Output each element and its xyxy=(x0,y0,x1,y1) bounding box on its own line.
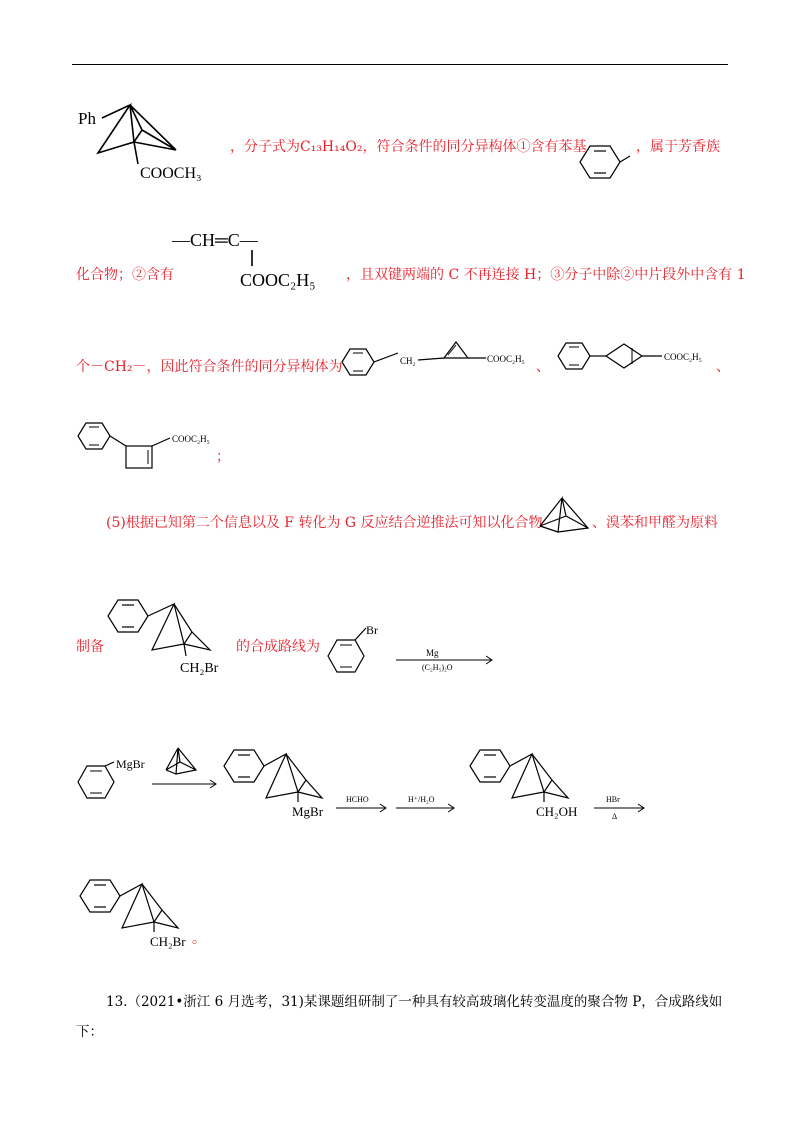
final-product-structure xyxy=(74,872,214,962)
svg-text:CH₂Br: CH₂Br xyxy=(150,934,186,949)
svg-text:COOCH₃: COOCH₃ xyxy=(140,165,202,182)
reaction-arrow-mg xyxy=(392,646,502,676)
answer-part5: (5)根据已知第二个信息以及 F 转化为 G 反应结合逆推法可知以化合物 xyxy=(106,515,543,531)
svg-text:COOC₂H₅: COOC₂H₅ xyxy=(240,270,316,290)
svg-text:COOC₂H₅: COOC₂H₅ xyxy=(664,352,702,362)
svg-text:CH₂Br: CH₂Br xyxy=(180,661,219,676)
answer-prep: 制备 xyxy=(76,639,104,655)
isomer-separator-1: 、 xyxy=(536,359,550,375)
reaction-arrow-hydrolysis xyxy=(392,792,462,816)
svg-text:Δ: Δ xyxy=(612,812,618,821)
svg-text:CH₂: CH₂ xyxy=(400,356,416,366)
isomer-separator-2: 、 xyxy=(716,359,730,375)
bicyclo-ester-structure xyxy=(72,98,232,188)
svg-text:—CH═C—: —CH═C— xyxy=(172,230,258,250)
svg-text:Ph: Ph xyxy=(78,109,96,128)
svg-text:HCHO: HCHO xyxy=(346,795,369,804)
svg-text:Br: Br xyxy=(366,623,378,637)
answer-line1-end: ，属于芳香族 xyxy=(636,139,720,155)
answer-line2-start: 化合物；②含有 xyxy=(76,267,174,283)
isomer-3-structure xyxy=(74,420,234,480)
svg-text:MgBr: MgBr xyxy=(292,804,324,819)
alcohol-intermediate-structure xyxy=(464,742,604,832)
svg-text:H⁺/H₂O: H⁺/H₂O xyxy=(408,795,435,804)
target-ch2br-structure xyxy=(100,592,240,682)
svg-text:(C₂H₅)₂O: (C₂H₅)₂O xyxy=(422,663,453,672)
bicyclobutane-structure xyxy=(536,494,592,538)
alkene-ester-fragment xyxy=(172,224,342,294)
grignard-intermediate-structure xyxy=(218,742,358,832)
phenyl-group-structure xyxy=(570,138,640,188)
svg-text:CH₂OH: CH₂OH xyxy=(536,804,578,819)
answer-line2-end: ，且双键两端的 C 不再连接 H；③分子中除②中片段外中含有 1 xyxy=(346,267,746,283)
final-period: 。 xyxy=(192,931,206,947)
svg-text:Mg: Mg xyxy=(426,648,439,658)
svg-text:MgBr: MgBr xyxy=(116,757,145,771)
answer-line3: 个－CH₂－，因此符合条件的同分异构体为 xyxy=(76,359,343,375)
answer-route: 的合成路线为 xyxy=(236,639,320,655)
answer-part5-end: 、溴苯和甲醛为原料 xyxy=(592,515,718,531)
question13-line1: 13.（2021•浙江 6 月选考，31)某课题组研制了一种具有较高玻璃化转变温度的聚合物 P，合成路线如 xyxy=(106,994,723,1010)
isomer-2-structure xyxy=(554,336,734,386)
answer-line1: ，分子式为C₁₃H₁₄O₂，符合条件的同分异构体①含有苯基 xyxy=(230,139,587,155)
reaction-arrow-hcho xyxy=(332,792,392,816)
svg-text:COOC₂H₅: COOC₂H₅ xyxy=(172,434,210,444)
answer-semicolon: ； xyxy=(216,449,230,465)
reaction-arrow-hbr xyxy=(590,792,650,822)
header-rule xyxy=(72,64,728,65)
bromobenzene-structure xyxy=(322,620,392,680)
isomer-1-structure xyxy=(338,336,548,386)
svg-text:HBr: HBr xyxy=(606,795,620,804)
svg-text:COOC₂H₅: COOC₂H₅ xyxy=(487,354,525,364)
reaction-arrow-bicyclobutane xyxy=(148,744,224,794)
question13-line2: 下： xyxy=(76,1024,103,1040)
